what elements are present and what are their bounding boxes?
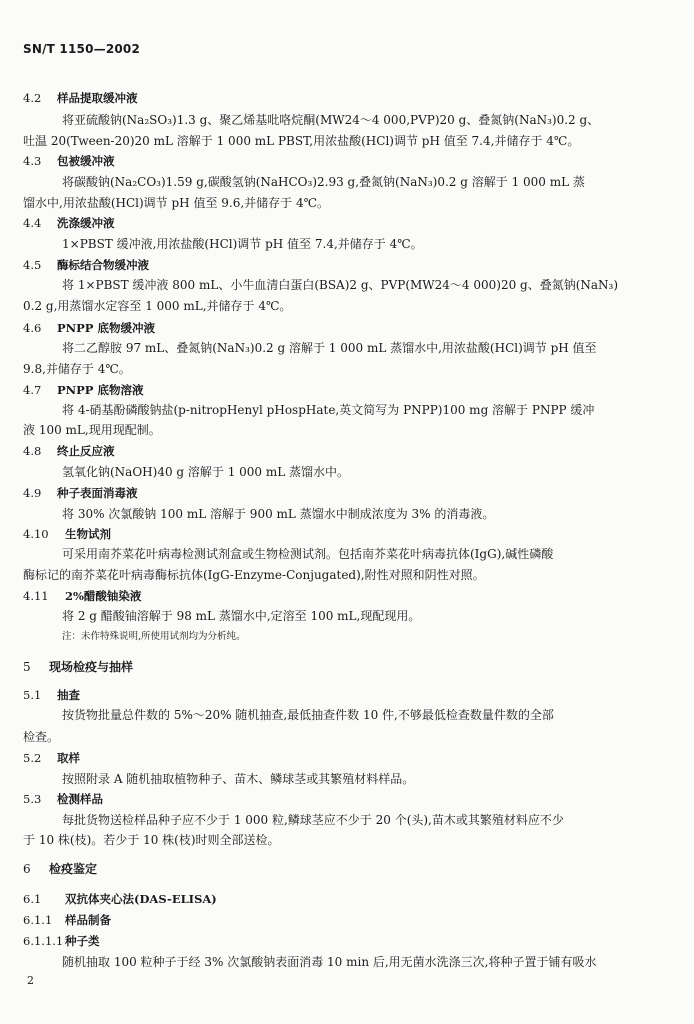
line-text: 检疫鉴定 [49, 862, 98, 876]
paragraph-line [62, 547, 553, 561]
section-heading [23, 688, 80, 702]
section-number: 6 [23, 862, 31, 876]
paragraph-line [62, 403, 594, 417]
section-number: 6.1.1.1 [23, 934, 64, 948]
paragraph-line [62, 813, 564, 827]
section-number: 5.3 [23, 792, 42, 806]
line-text: 酶标结合物缓冲液 [57, 258, 149, 272]
section-heading [23, 792, 103, 806]
paragraph-line [23, 134, 579, 148]
line-text: 生物试剂 [65, 527, 111, 541]
section-number: 4.10 [23, 527, 49, 541]
section-heading [23, 486, 138, 500]
paragraph-line [23, 362, 131, 376]
line-text: 抽查 [57, 688, 80, 702]
paragraph-line [23, 568, 485, 582]
line-text: 液 100 mL,现用现配制。 [23, 423, 161, 437]
line-text: 将 1×PBST 缓冲液 800 mL、小牛血清白蛋白(BSA)2 g、PVP(MW24～4 000)20 g、叠氮钠(NaN₃) [62, 278, 619, 292]
line-text: 将 4-硝基酚磷酸钠盐(p-nitropHenyl pHospHate,英文简写为 PNPP)100 mg 溶解于 PNPP 缓冲 [62, 403, 595, 417]
section-number: 4.7 [23, 383, 42, 397]
chapter-heading [23, 660, 133, 674]
line-text: 1×PBST 缓冲液,用浓盐酸(HCl)调节 pH 值至 7.4,并储存于 4℃。 [62, 237, 423, 251]
section-number: 4.2 [23, 91, 42, 105]
line-text: 检测样品 [57, 792, 103, 806]
section-number: 5.2 [23, 751, 42, 765]
line-text: PNPP 底物缓冲液 [57, 321, 155, 335]
line-text: 2%醋酸铀染液 [65, 589, 142, 603]
paragraph-line [62, 237, 423, 251]
section-heading [23, 91, 138, 105]
line-text: 洗涤缓冲液 [57, 216, 115, 230]
line-text: 将碳酸钠(Na₂CO₃)1.59 g,碳酸氢钠(NaHCO₃)2.93 g,叠氮钠(NaN₃)0.2 g 溶解于 1 000 mL 蒸 [62, 175, 585, 189]
paragraph-line [62, 708, 554, 722]
section-number: 5.1 [23, 688, 42, 702]
section-number: 6.1.1 [23, 913, 53, 927]
line-text: 将 2 g 醋酸铀溶解于 98 mL 蒸馏水中,定溶至 100 mL,现配现用。 [62, 609, 421, 623]
line-text: 可采用南芥菜花叶病毒检测试剂盒或生物检测试剂。包括南芥菜花叶病毒抗体(IgG),碱性磷酸 [62, 547, 554, 561]
line-text: 终止反应液 [57, 444, 115, 458]
page-number: 2 [27, 974, 34, 987]
line-text: 酶标记的南芥菜花叶病毒酶标抗体(IgG-Enzyme-Conjugated),附性对照和阴性对照。 [23, 568, 485, 582]
line-text: 样品制备 [65, 913, 111, 927]
line-text: 种子表面消毒液 [57, 486, 138, 500]
line-text: PNPP 底物溶液 [57, 383, 144, 397]
section-heading [23, 751, 80, 765]
section-heading [23, 258, 149, 272]
line-text: 每批货物送检样品种子应不少于 1 000 粒,鳞球茎应不少于 20 个(头),苗木或其繁殖材料应不少 [62, 813, 564, 827]
line-text: 随机抽取 100 粒种子于经 3% 次氯酸钠表面消毒 10 min 后,用无菌水洗涤三次,将种子置于铺有吸水 [62, 955, 597, 969]
line-text: 于 10 株(枝)。若少于 10 株(枝)时则全部送检。 [23, 833, 280, 847]
section-heading [23, 383, 143, 397]
paragraph-line [62, 175, 585, 189]
line-text: 双抗体夹心法(DAS-ELISA) [65, 892, 217, 906]
line-text: 将二乙醇胺 97 mL、叠氮钠(NaN₃)0.2 g 溶解于 1 000 mL 蒸馏水中,用浓盐酸(HCl)调节 pH 值至 [62, 341, 597, 355]
line-text: 检查。 [23, 730, 60, 744]
paragraph-line [62, 955, 597, 969]
line-text: 样品提取缓冲液 [57, 91, 138, 105]
paragraph-line [23, 730, 59, 744]
section-heading [23, 444, 115, 458]
section-number: 4.9 [23, 486, 42, 500]
standard-code: SN/T 1150—2002 [23, 42, 141, 56]
chapter-heading [23, 862, 97, 876]
line-text: 馏水中,用浓盐酸(HCl)调节 pH 值至 9.6,并储存于 4℃。 [23, 196, 330, 210]
line-text: 氢氧化钠(NaOH)40 g 溶解于 1 000 mL 蒸馏水中。 [62, 465, 350, 479]
section-number: 4.6 [23, 321, 42, 335]
line-text: 将 30% 次氯酸钠 100 mL 溶解于 900 mL 蒸馏水中制成浓度为 3% 的消毒液。 [62, 507, 495, 521]
line-text: 按照附录 A 随机抽取植物种子、苗木、鳞球茎或其繁殖材料样品。 [62, 772, 415, 786]
line-text: 种子类 [65, 934, 100, 948]
paragraph-line [62, 772, 414, 786]
line-text: 0.2 g,用蒸馏水定容至 1 000 mL,并储存于 4℃。 [23, 299, 292, 313]
section-heading [23, 589, 141, 603]
paragraph-line [23, 196, 329, 210]
section-number: 4.5 [23, 258, 42, 272]
paragraph-line [23, 299, 291, 313]
note-text [62, 630, 246, 644]
paragraph-line [62, 465, 349, 479]
paragraph-line [62, 507, 494, 521]
line-text: 9.8,并储存于 4℃。 [23, 362, 131, 376]
paragraph-line [62, 278, 618, 292]
line-text: 吐温 20(Tween-20)20 mL 溶解于 1 000 mL PBST,用浓盐酸(HCl)调节 pH 值至 7.4,并储存于 4℃。 [23, 134, 580, 148]
line-text: 取样 [57, 751, 80, 765]
paragraph-line [23, 833, 280, 847]
section-heading [23, 216, 115, 230]
paragraph-line [23, 423, 161, 437]
line-text: 现场检疫与抽样 [49, 660, 134, 674]
paragraph-line [62, 609, 420, 623]
section-heading [23, 892, 217, 906]
line-text: 按货物批量总件数的 5%～20% 随机抽查,最低抽查件数 10 件,不够最低检查数量件数的全部 [62, 708, 554, 722]
section-number: 4.8 [23, 444, 42, 458]
line-text: 注：未作特殊说明,所使用试剂均为分析纯。 [62, 631, 246, 642]
section-number: 4.11 [23, 589, 49, 603]
section-number: 4.3 [23, 154, 42, 168]
section-heading [23, 321, 155, 335]
line-text: 将亚硫酸钠(Na₂SO₃)1.3 g、聚乙烯基吡咯烷酮(MW24～4 000,PVP)20 g、叠氮钠(NaN₃)0.2 g、 [62, 113, 600, 127]
section-heading [23, 913, 111, 927]
section-number: 4.4 [23, 216, 42, 230]
paragraph-line [62, 113, 599, 127]
section-number: 6.1 [23, 892, 42, 906]
section-heading [23, 934, 100, 948]
section-heading [23, 154, 115, 168]
section-heading [23, 527, 111, 541]
section-number: 5 [23, 660, 31, 674]
line-text: 包被缓冲液 [57, 154, 115, 168]
paragraph-line [62, 341, 597, 355]
